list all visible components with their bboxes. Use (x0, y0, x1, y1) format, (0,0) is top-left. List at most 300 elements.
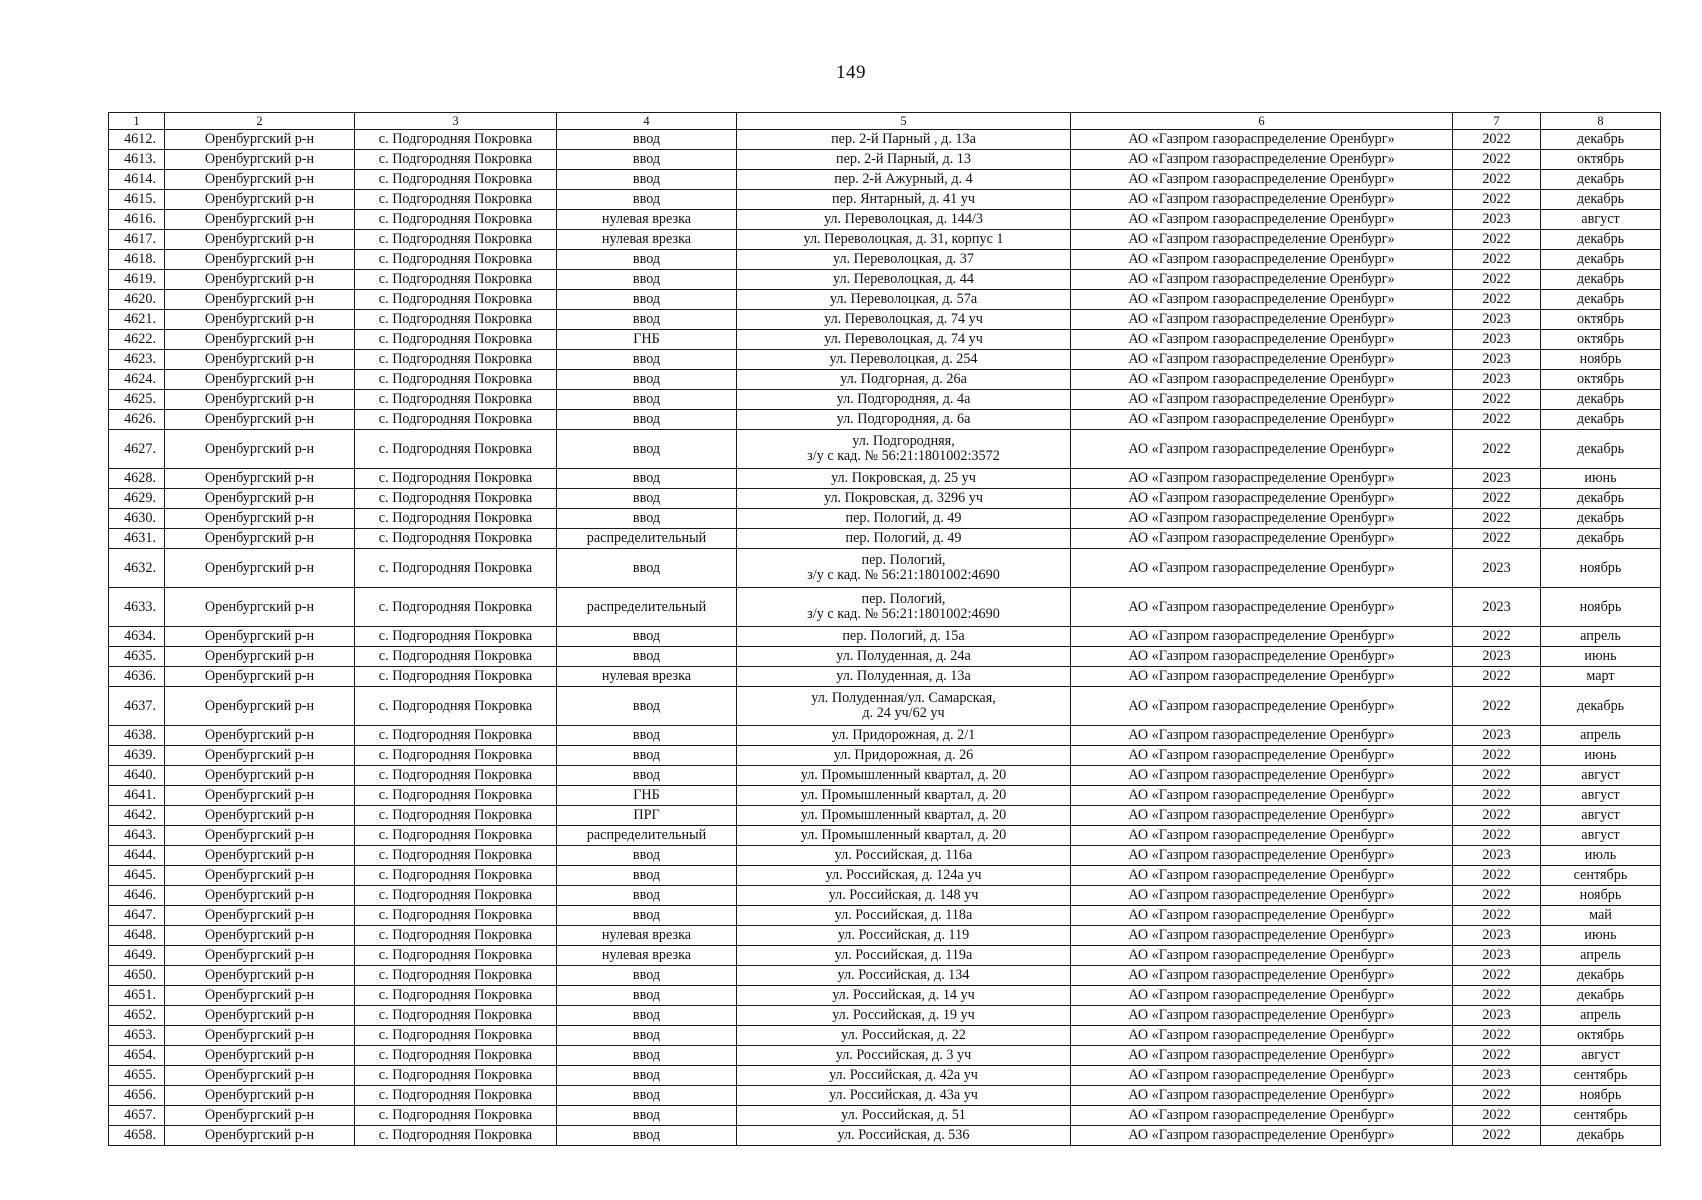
work-type-cell: нулевая врезка (557, 946, 737, 966)
table-row (109, 906, 1661, 926)
organization-cell: АО «Газпром газораспределение Оренбург» (1071, 866, 1453, 886)
address-cell (737, 926, 1071, 946)
table-row (109, 886, 1661, 906)
year-cell: 2022 (1453, 230, 1541, 250)
table-row (109, 667, 1661, 687)
district-cell: Оренбургский р-н (165, 687, 355, 726)
organization-cell: АО «Газпром газораспределение Оренбург» (1071, 966, 1453, 986)
column-number-row (109, 113, 1661, 130)
address-cell (737, 330, 1071, 350)
table-body (109, 113, 1661, 1146)
year-cell: 2022 (1453, 786, 1541, 806)
district-cell: Оренбургский р-н (165, 250, 355, 270)
organization-cell: АО «Газпром газораспределение Оренбург» (1071, 350, 1453, 370)
address-line: ул. Переволоцкая, д. 57а (829, 291, 978, 307)
organization-cell: АО «Газпром газораспределение Оренбург» (1071, 150, 1453, 170)
year-cell: 2022 (1453, 766, 1541, 786)
work-type-cell: ввод (557, 469, 737, 489)
organization-cell: АО «Газпром газораспределение Оренбург» (1071, 549, 1453, 588)
locality-cell: с. Подгородняя Покровка (355, 647, 557, 667)
table-row (109, 210, 1661, 230)
row-number-cell: 4621. (109, 310, 165, 330)
address-line: ул. Подгородняя, (852, 433, 955, 449)
month-cell: август (1541, 826, 1661, 846)
row-number-cell: 4654. (109, 1046, 165, 1066)
address-line: ул. Переволоцкая, д. 31, корпус 1 (803, 231, 1004, 247)
row-number-cell: 4617. (109, 230, 165, 250)
month-cell: сентябрь (1541, 1066, 1661, 1086)
locality-cell: с. Подгородняя Покровка (355, 1026, 557, 1046)
organization-cell: АО «Газпром газораспределение Оренбург» (1071, 906, 1453, 926)
table-row (109, 647, 1661, 667)
address-cell (737, 250, 1071, 270)
organization-cell: АО «Газпром газораспределение Оренбург» (1071, 826, 1453, 846)
column-header-8: 8 (1541, 113, 1661, 130)
locality-cell: с. Подгородняя Покровка (355, 726, 557, 746)
address-cell (737, 230, 1071, 250)
organization-cell: АО «Газпром газораспределение Оренбург» (1071, 529, 1453, 549)
address-line: пер. 2-й Парный , д. 13а (831, 131, 976, 147)
month-cell: сентябрь (1541, 1106, 1661, 1126)
month-cell: декабрь (1541, 230, 1661, 250)
address-line: ул. Российская, д. 19 уч (832, 1007, 975, 1023)
locality-cell: с. Подгородняя Покровка (355, 1046, 557, 1066)
locality-cell: с. Подгородняя Покровка (355, 270, 557, 290)
district-cell: Оренбургский р-н (165, 806, 355, 826)
address-cell (737, 509, 1071, 529)
district-cell: Оренбургский р-н (165, 926, 355, 946)
locality-cell: с. Подгородняя Покровка (355, 150, 557, 170)
year-cell: 2022 (1453, 1026, 1541, 1046)
district-cell: Оренбургский р-н (165, 786, 355, 806)
district-cell: Оренбургский р-н (165, 588, 355, 627)
work-type-cell: ввод (557, 150, 737, 170)
work-type-cell: ввод (557, 390, 737, 410)
year-cell: 2022 (1453, 250, 1541, 270)
row-number-cell: 4639. (109, 746, 165, 766)
locality-cell: с. Подгородняя Покровка (355, 1066, 557, 1086)
month-cell: ноябрь (1541, 549, 1661, 588)
table-row (109, 489, 1661, 509)
locality-cell: с. Подгородняя Покровка (355, 886, 557, 906)
year-cell: 2022 (1453, 1046, 1541, 1066)
column-header-5: 5 (737, 113, 1071, 130)
table-row (109, 1026, 1661, 1046)
organization-cell: АО «Газпром газораспределение Оренбург» (1071, 390, 1453, 410)
column-header-4: 4 (557, 113, 737, 130)
row-number-cell: 4650. (109, 966, 165, 986)
district-cell: Оренбургский р-н (165, 170, 355, 190)
organization-cell: АО «Газпром газораспределение Оренбург» (1071, 806, 1453, 826)
year-cell: 2023 (1453, 310, 1541, 330)
locality-cell: с. Подгородняя Покровка (355, 906, 557, 926)
organization-cell: АО «Газпром газораспределение Оренбург» (1071, 250, 1453, 270)
row-number-cell: 4656. (109, 1086, 165, 1106)
address-line: ул. Промышленный квартал, д. 20 (800, 807, 1007, 823)
table-row (109, 290, 1661, 310)
address-cell (737, 1026, 1071, 1046)
row-number-cell: 4643. (109, 826, 165, 846)
district-cell: Оренбургский р-н (165, 430, 355, 469)
row-number-cell: 4612. (109, 130, 165, 150)
work-type-cell: ввод (557, 549, 737, 588)
work-type-cell: ввод (557, 726, 737, 746)
month-cell: ноябрь (1541, 350, 1661, 370)
work-type-cell: ввод (557, 1046, 737, 1066)
address-line: ул. Промышленный квартал, д. 20 (800, 827, 1007, 843)
work-type-cell: ввод (557, 906, 737, 926)
row-number-cell: 4644. (109, 846, 165, 866)
work-type-cell: ввод (557, 130, 737, 150)
table-row (109, 986, 1661, 1006)
organization-cell: АО «Газпром газораспределение Оренбург» (1071, 766, 1453, 786)
address-line: ул. Переволоцкая, д. 37 (833, 251, 974, 267)
address-cell (737, 886, 1071, 906)
address-line: ул. Подгородняя, д. 4а (836, 391, 971, 407)
year-cell: 2023 (1453, 350, 1541, 370)
address-cell (737, 946, 1071, 966)
address-cell (737, 986, 1071, 1006)
organization-cell: АО «Газпром газораспределение Оренбург» (1071, 986, 1453, 1006)
table-row (109, 627, 1661, 647)
year-cell: 2022 (1453, 627, 1541, 647)
month-cell: июнь (1541, 647, 1661, 667)
year-cell: 2022 (1453, 130, 1541, 150)
table-row (109, 806, 1661, 826)
locality-cell: с. Подгородняя Покровка (355, 250, 557, 270)
organization-cell: АО «Газпром газораспределение Оренбург» (1071, 190, 1453, 210)
work-type-cell: ГНБ (557, 330, 737, 350)
locality-cell: с. Подгородняя Покровка (355, 746, 557, 766)
row-number-cell: 4641. (109, 786, 165, 806)
address-line: ул. Покровская, д. 3296 уч (823, 490, 984, 506)
row-number-cell: 4618. (109, 250, 165, 270)
address-line: з/у с кад. № 56:21:1801002:4690 (807, 606, 1000, 622)
address-line: ул. Российская, д. 51 (841, 1107, 966, 1123)
table-row (109, 250, 1661, 270)
month-cell: октябрь (1541, 370, 1661, 390)
district-cell: Оренбургский р-н (165, 886, 355, 906)
year-cell: 2023 (1453, 726, 1541, 746)
organization-cell: АО «Газпром газораспределение Оренбург» (1071, 627, 1453, 647)
district-cell: Оренбургский р-н (165, 350, 355, 370)
organization-cell: АО «Газпром газораспределение Оренбург» (1071, 726, 1453, 746)
organization-cell: АО «Газпром газораспределение Оренбург» (1071, 290, 1453, 310)
address-cell (737, 350, 1071, 370)
work-type-cell: ввод (557, 1106, 737, 1126)
district-cell: Оренбургский р-н (165, 1106, 355, 1126)
organization-cell: АО «Газпром газораспределение Оренбург» (1071, 210, 1453, 230)
address-line: ул. Промышленный квартал, д. 20 (800, 787, 1007, 803)
year-cell: 2022 (1453, 866, 1541, 886)
month-cell: декабрь (1541, 529, 1661, 549)
month-cell: июль (1541, 846, 1661, 866)
row-number-cell: 4632. (109, 549, 165, 588)
address-line: ул. Российская, д. 43а уч (829, 1087, 978, 1103)
table-row (109, 430, 1661, 469)
row-number-cell: 4631. (109, 529, 165, 549)
table-row (109, 310, 1661, 330)
district-cell: Оренбургский р-н (165, 210, 355, 230)
row-number-cell: 4613. (109, 150, 165, 170)
address-cell (737, 310, 1071, 330)
work-type-cell: нулевая врезка (557, 230, 737, 250)
locality-cell: с. Подгородняя Покровка (355, 350, 557, 370)
address-cell (737, 489, 1071, 509)
row-number-cell: 4637. (109, 687, 165, 726)
district-cell: Оренбургский р-н (165, 1126, 355, 1146)
district-cell: Оренбургский р-н (165, 1026, 355, 1046)
year-cell: 2022 (1453, 529, 1541, 549)
work-type-cell: ввод (557, 170, 737, 190)
district-cell: Оренбургский р-н (165, 866, 355, 886)
column-header-6: 6 (1071, 113, 1453, 130)
work-type-cell: ввод (557, 1066, 737, 1086)
month-cell: октябрь (1541, 310, 1661, 330)
address-cell (737, 1066, 1071, 1086)
locality-cell: с. Подгородняя Покровка (355, 430, 557, 469)
table-row (109, 1126, 1661, 1146)
row-number-cell: 4658. (109, 1126, 165, 1146)
table-row (109, 150, 1661, 170)
table-row (109, 549, 1661, 588)
organization-cell: АО «Газпром газораспределение Оренбург» (1071, 1046, 1453, 1066)
table-row (109, 1086, 1661, 1106)
table-row (109, 130, 1661, 150)
month-cell: июнь (1541, 469, 1661, 489)
month-cell: сентябрь (1541, 866, 1661, 886)
address-line: пер. Пологий, д. 15а (842, 628, 965, 644)
organization-cell: АО «Газпром газораспределение Оренбург» (1071, 687, 1453, 726)
work-type-cell: ввод (557, 290, 737, 310)
address-cell (737, 746, 1071, 766)
table-row (109, 846, 1661, 866)
locality-cell: с. Подгородняя Покровка (355, 786, 557, 806)
table-row (109, 1046, 1661, 1066)
month-cell: апрель (1541, 1006, 1661, 1026)
month-cell: декабрь (1541, 986, 1661, 1006)
year-cell: 2023 (1453, 647, 1541, 667)
table-row (109, 330, 1661, 350)
address-line: пер. Пологий, д. 49 (845, 510, 962, 526)
district-cell: Оренбургский р-н (165, 986, 355, 1006)
month-cell: декабрь (1541, 270, 1661, 290)
work-type-cell: распределительный (557, 588, 737, 627)
table-row (109, 726, 1661, 746)
month-cell: апрель (1541, 946, 1661, 966)
year-cell: 2022 (1453, 270, 1541, 290)
address-line: ул. Российская, д. 14 уч (832, 987, 975, 1003)
month-cell: апрель (1541, 627, 1661, 647)
locality-cell: с. Подгородняя Покровка (355, 866, 557, 886)
address-line: ул. Промышленный квартал, д. 20 (800, 767, 1007, 783)
district-cell: Оренбургский р-н (165, 826, 355, 846)
address-line: ул. Переволоцкая, д. 44 (833, 271, 974, 287)
table-row (109, 529, 1661, 549)
address-line: ул. Российская, д. 124а уч (825, 867, 982, 883)
table-row (109, 946, 1661, 966)
row-number-cell: 4648. (109, 926, 165, 946)
month-cell: июнь (1541, 926, 1661, 946)
row-number-cell: 4635. (109, 647, 165, 667)
address-cell (737, 529, 1071, 549)
table-row (109, 766, 1661, 786)
district-cell: Оренбургский р-н (165, 726, 355, 746)
gas-connection-table (108, 112, 1661, 1146)
year-cell: 2023 (1453, 946, 1541, 966)
work-type-cell: распределительный (557, 529, 737, 549)
organization-cell: АО «Газпром газораспределение Оренбург» (1071, 926, 1453, 946)
address-line: ул. Подгорная, д. 26а (840, 371, 967, 387)
year-cell: 2022 (1453, 886, 1541, 906)
address-line: ул. Российская, д. 148 уч (828, 887, 979, 903)
row-number-cell: 4630. (109, 509, 165, 529)
work-type-cell: ввод (557, 627, 737, 647)
locality-cell: с. Подгородняя Покровка (355, 687, 557, 726)
row-number-cell: 4655. (109, 1066, 165, 1086)
month-cell: декабрь (1541, 966, 1661, 986)
district-cell: Оренбургский р-н (165, 390, 355, 410)
row-number-cell: 4645. (109, 866, 165, 886)
year-cell: 2023 (1453, 1006, 1541, 1026)
work-type-cell: ПРГ (557, 806, 737, 826)
locality-cell: с. Подгородняя Покровка (355, 469, 557, 489)
address-cell (737, 866, 1071, 886)
work-type-cell: ввод (557, 509, 737, 529)
work-type-cell: нулевая врезка (557, 667, 737, 687)
month-cell: декабрь (1541, 1126, 1661, 1146)
table-row (109, 966, 1661, 986)
address-cell (737, 906, 1071, 926)
table-row (109, 1006, 1661, 1026)
locality-cell: с. Подгородняя Покровка (355, 509, 557, 529)
row-number-cell: 4619. (109, 270, 165, 290)
locality-cell: с. Подгородняя Покровка (355, 1006, 557, 1026)
year-cell: 2023 (1453, 588, 1541, 627)
organization-cell: АО «Газпром газораспределение Оренбург» (1071, 410, 1453, 430)
year-cell: 2022 (1453, 489, 1541, 509)
district-cell: Оренбургский р-н (165, 330, 355, 350)
row-number-cell: 4615. (109, 190, 165, 210)
address-line: пер. Пологий, (861, 591, 946, 607)
address-line: д. 24 уч/62 уч (862, 705, 945, 721)
locality-cell: с. Подгородняя Покровка (355, 489, 557, 509)
address-cell (737, 846, 1071, 866)
work-type-cell: ввод (557, 270, 737, 290)
locality-cell: с. Подгородняя Покровка (355, 230, 557, 250)
locality-cell: с. Подгородняя Покровка (355, 946, 557, 966)
row-number-cell: 4652. (109, 1006, 165, 1026)
address-cell (737, 1086, 1071, 1106)
address-line: ул. Российская, д. 22 (841, 1027, 966, 1043)
year-cell: 2022 (1453, 430, 1541, 469)
address-cell (737, 270, 1071, 290)
locality-cell: с. Подгородняя Покровка (355, 667, 557, 687)
locality-cell: с. Подгородняя Покровка (355, 190, 557, 210)
address-cell (737, 726, 1071, 746)
address-line: ул. Переволоцкая, д. 144/3 (823, 211, 984, 227)
row-number-cell: 4647. (109, 906, 165, 926)
row-number-cell: 4629. (109, 489, 165, 509)
address-line: ул. Российская, д. 42а уч (829, 1067, 978, 1083)
locality-cell: с. Подгородняя Покровка (355, 170, 557, 190)
address-line: ул. Российская, д. 119а (834, 947, 973, 963)
column-header-3: 3 (355, 113, 557, 130)
address-cell (737, 786, 1071, 806)
locality-cell: с. Подгородняя Покровка (355, 627, 557, 647)
locality-cell: с. Подгородняя Покровка (355, 529, 557, 549)
work-type-cell: ввод (557, 350, 737, 370)
locality-cell: с. Подгородняя Покровка (355, 370, 557, 390)
year-cell: 2022 (1453, 966, 1541, 986)
row-number-cell: 4633. (109, 588, 165, 627)
year-cell: 2022 (1453, 509, 1541, 529)
row-number-cell: 4627. (109, 430, 165, 469)
year-cell: 2022 (1453, 390, 1541, 410)
work-type-cell: ввод (557, 846, 737, 866)
locality-cell: с. Подгородняя Покровка (355, 330, 557, 350)
row-number-cell: 4616. (109, 210, 165, 230)
year-cell: 2023 (1453, 926, 1541, 946)
month-cell: август (1541, 806, 1661, 826)
year-cell: 2023 (1453, 370, 1541, 390)
district-cell: Оренбургский р-н (165, 667, 355, 687)
address-cell (737, 410, 1071, 430)
address-cell (737, 390, 1071, 410)
year-cell: 2022 (1453, 746, 1541, 766)
locality-cell: с. Подгородняя Покровка (355, 310, 557, 330)
district-cell: Оренбургский р-н (165, 766, 355, 786)
address-cell (737, 1106, 1071, 1126)
month-cell: ноябрь (1541, 886, 1661, 906)
month-cell: декабрь (1541, 430, 1661, 469)
address-line: ул. Придорожная, д. 26 (833, 747, 974, 763)
address-line: пер. Пологий, (861, 552, 946, 568)
district-cell: Оренбургский р-н (165, 1066, 355, 1086)
locality-cell: с. Подгородняя Покровка (355, 1106, 557, 1126)
column-header-7: 7 (1453, 113, 1541, 130)
organization-cell: АО «Газпром газораспределение Оренбург» (1071, 1026, 1453, 1046)
organization-cell: АО «Газпром газораспределение Оренбург» (1071, 1086, 1453, 1106)
address-cell (737, 469, 1071, 489)
district-cell: Оренбургский р-н (165, 746, 355, 766)
address-line: ул. Подгородняя, д. 6а (836, 411, 971, 427)
column-header-1: 1 (109, 113, 165, 130)
table-row (109, 230, 1661, 250)
year-cell: 2023 (1453, 330, 1541, 350)
organization-cell: АО «Газпром газораспределение Оренбург» (1071, 130, 1453, 150)
work-type-cell: ввод (557, 310, 737, 330)
year-cell: 2022 (1453, 687, 1541, 726)
row-number-cell: 4653. (109, 1026, 165, 1046)
locality-cell: с. Подгородняя Покровка (355, 806, 557, 826)
work-type-cell: нулевая врезка (557, 210, 737, 230)
address-line: ул. Российская, д. 3 уч (835, 1047, 972, 1063)
row-number-cell: 4636. (109, 667, 165, 687)
row-number-cell: 4640. (109, 766, 165, 786)
district-cell: Оренбургский р-н (165, 290, 355, 310)
year-cell: 2022 (1453, 1106, 1541, 1126)
month-cell: май (1541, 906, 1661, 926)
district-cell: Оренбургский р-н (165, 489, 355, 509)
row-number-cell: 4657. (109, 1106, 165, 1126)
month-cell: март (1541, 667, 1661, 687)
district-cell: Оренбургский р-н (165, 647, 355, 667)
district-cell: Оренбургский р-н (165, 270, 355, 290)
month-cell: декабрь (1541, 390, 1661, 410)
month-cell: декабрь (1541, 509, 1661, 529)
year-cell: 2022 (1453, 1086, 1541, 1106)
